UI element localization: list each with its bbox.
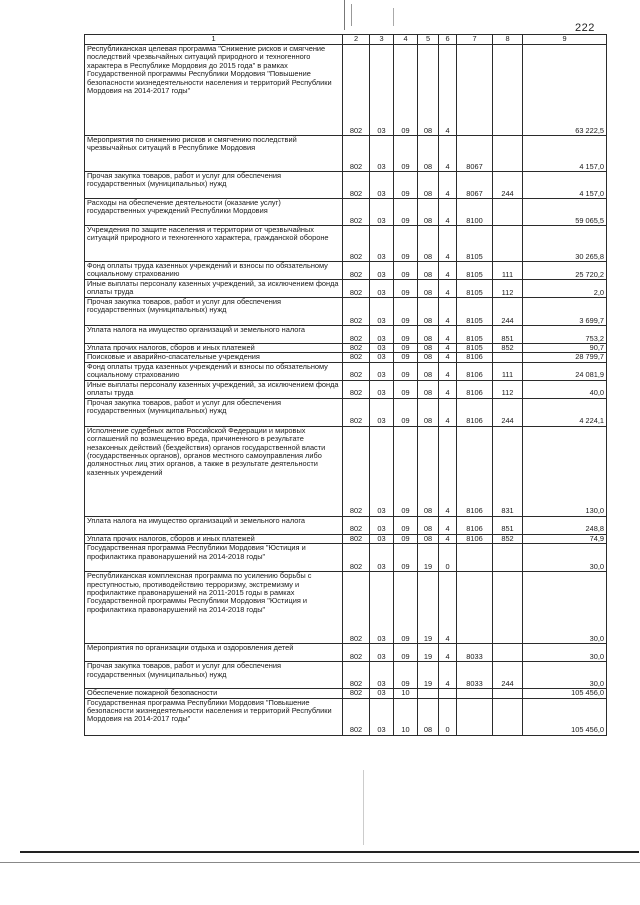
header-row	[85, 35, 607, 45]
row-code-c6: 4	[439, 426, 457, 516]
row-code-c6: 4	[439, 662, 457, 689]
row-code-c3: 03	[370, 644, 394, 662]
row-code-c8: 851	[493, 516, 523, 534]
row-amount-cell: 4 224,1	[523, 398, 607, 426]
row-code-c4: 09	[394, 45, 418, 136]
table-row	[85, 344, 607, 353]
row-code-c2: 802	[343, 534, 370, 543]
row-code-c6: 4	[439, 136, 457, 172]
table-row	[85, 280, 607, 298]
row-name-cell: Мероприятия по снижению рисков и смягчению последствий чрезвычайных ситуаций в Республике Мордовия	[85, 136, 343, 172]
row-code-c8: 244	[493, 298, 523, 326]
row-code-c6: 4	[439, 172, 457, 199]
row-name-cell: Государственная программа Республики Мордовия "Юстиция и профилактика правонарушений на 2014-2018 годы"	[85, 544, 343, 572]
row-code-c7: 8106	[457, 426, 493, 516]
row-code-c8: 111	[493, 262, 523, 280]
row-code-c4: 09	[394, 362, 418, 380]
row-code-c5: 08	[418, 172, 439, 199]
row-amount-cell: 30,0	[523, 572, 607, 644]
row-name-cell: Республиканская целевая программа "Снижение рисков и смягчение последствий чрезвычайных ситуаций природного и техногенного характера в Республике Мордовия до 2015 года" в рамках Государственной программы Республики Мордовия "Повышение безопасности жизнедеятельности населения и территорий Республики Мордовия на 2014-2017 годы"	[85, 45, 343, 136]
row-amount-cell: 130,0	[523, 426, 607, 516]
row-code-c5: 08	[418, 516, 439, 534]
row-code-c6: 4	[439, 362, 457, 380]
row-amount-cell: 63 222,5	[523, 45, 607, 136]
row-code-c2: 802	[343, 298, 370, 326]
row-code-c6	[439, 689, 457, 698]
row-code-c4: 09	[394, 426, 418, 516]
row-code-c8	[493, 689, 523, 698]
row-code-c8	[493, 644, 523, 662]
row-code-c2: 802	[343, 262, 370, 280]
row-code-c5: 19	[418, 662, 439, 689]
row-code-c8	[493, 544, 523, 572]
row-code-c2: 802	[343, 226, 370, 262]
row-code-c2: 802	[343, 362, 370, 380]
row-code-c6: 0	[439, 544, 457, 572]
scan-bottom-edge	[20, 851, 639, 853]
row-code-c8: 244	[493, 662, 523, 689]
row-code-c5: 19	[418, 572, 439, 644]
row-name-cell: Прочая закупка товаров, работ и услуг для обеспечения государственных (муниципальных) нужд	[85, 172, 343, 199]
page-number: 222	[575, 22, 595, 34]
row-code-c5: 08	[418, 698, 439, 735]
row-code-c7: 8106	[457, 362, 493, 380]
row-code-c7: 8106	[457, 380, 493, 398]
row-code-c2: 802	[343, 426, 370, 516]
scan-bottom-edge	[0, 862, 640, 863]
row-code-c5: 08	[418, 199, 439, 226]
row-name-cell: Республиканская комплексная программа по усилению борьбы с преступностью, противодействию терроризму, экстремизму и профилактике правонарушений на 2011-2015 годы в рамках Государственной программы Республики Мордовия "Юстиция и профилактика правонарушений на 2014-2018 годы"	[85, 572, 343, 644]
row-name-cell: Иные выплаты персоналу казенных учреждений, за исключением фонда оплаты труда	[85, 380, 343, 398]
row-code-c4: 09	[394, 280, 418, 298]
row-code-c3: 03	[370, 45, 394, 136]
row-name-cell: Уплата налога на имущество организаций и земельного налога	[85, 516, 343, 534]
row-code-c7	[457, 572, 493, 644]
row-code-c6: 4	[439, 353, 457, 362]
table-row	[85, 698, 607, 735]
budget-table	[84, 34, 607, 736]
row-code-c2: 802	[343, 353, 370, 362]
row-name-cell: Прочая закупка товаров, работ и услуг для обеспечения государственных (муниципальных) нужд	[85, 298, 343, 326]
row-code-c4: 10	[394, 698, 418, 735]
row-code-c5: 19	[418, 644, 439, 662]
row-name-cell: Исполнение судебных актов Российской Федерации и мировых соглашений по возмещению вреда, причиненного в результате незаконных действий (бездействия) органов государственной власти (государственных органов), органов местного самоуправления либо должностных лиц этих органов, а также в результате деятельности казенных учреждений	[85, 426, 343, 516]
row-code-c3: 03	[370, 136, 394, 172]
row-code-c7: 8105	[457, 226, 493, 262]
row-code-c7: 8105	[457, 326, 493, 344]
row-code-c8: 851	[493, 326, 523, 344]
row-code-c8	[493, 45, 523, 136]
row-name-cell: Уплата налога на имущество организаций и земельного налога	[85, 326, 343, 344]
table-row	[85, 662, 607, 689]
column-header-6: 6	[439, 35, 457, 45]
row-code-c7: 8106	[457, 398, 493, 426]
row-code-c3: 03	[370, 226, 394, 262]
row-code-c8: 244	[493, 398, 523, 426]
row-name-cell: Прочая закупка товаров, работ и услуг для обеспечения государственных (муниципальных) нужд	[85, 662, 343, 689]
row-code-c7: 8106	[457, 516, 493, 534]
row-code-c3: 03	[370, 572, 394, 644]
row-code-c2: 802	[343, 45, 370, 136]
row-code-c2: 802	[343, 516, 370, 534]
table-row	[85, 326, 607, 344]
row-code-c6: 4	[439, 226, 457, 262]
row-code-c3: 03	[370, 534, 394, 543]
row-code-c4: 09	[394, 298, 418, 326]
row-name-cell: Уплата прочих налогов, сборов и иных платежей	[85, 344, 343, 353]
row-code-c4: 09	[394, 136, 418, 172]
table-row	[85, 544, 607, 572]
row-code-c3: 03	[370, 698, 394, 735]
row-code-c4: 09	[394, 544, 418, 572]
row-code-c4: 09	[394, 326, 418, 344]
column-header-1: 1	[85, 35, 343, 45]
row-code-c6: 4	[439, 326, 457, 344]
row-code-c4: 09	[394, 644, 418, 662]
row-code-c5: 08	[418, 344, 439, 353]
row-code-c3: 03	[370, 172, 394, 199]
row-code-c7	[457, 689, 493, 698]
row-code-c2: 802	[343, 380, 370, 398]
row-code-c6: 4	[439, 534, 457, 543]
row-code-c4: 09	[394, 172, 418, 199]
column-header-3: 3	[370, 35, 394, 45]
row-code-c4: 09	[394, 572, 418, 644]
row-code-c8	[493, 572, 523, 644]
row-name-cell: Фонд оплаты труда казенных учреждений и взносы по обязательному социальному страхованию	[85, 362, 343, 380]
row-code-c2: 802	[343, 662, 370, 689]
row-code-c5: 08	[418, 226, 439, 262]
row-name-cell: Расходы на обеспечение деятельности (оказание услуг) государственных учреждений Республики Мордовия	[85, 199, 343, 226]
row-amount-cell: 2,0	[523, 280, 607, 298]
table-row	[85, 362, 607, 380]
row-code-c2: 802	[343, 280, 370, 298]
row-amount-cell: 59 065,5	[523, 199, 607, 226]
row-code-c6: 4	[439, 262, 457, 280]
row-code-c5: 08	[418, 262, 439, 280]
row-code-c5: 08	[418, 45, 439, 136]
row-code-c5: 08	[418, 534, 439, 543]
row-amount-cell: 105 456,0	[523, 698, 607, 735]
row-code-c3: 03	[370, 362, 394, 380]
row-code-c7: 8106	[457, 534, 493, 543]
row-amount-cell: 4 157,0	[523, 136, 607, 172]
scan-artifact-line	[363, 770, 364, 845]
table-body	[85, 45, 607, 736]
row-code-c3: 03	[370, 398, 394, 426]
row-code-c3: 03	[370, 280, 394, 298]
row-code-c8	[493, 226, 523, 262]
row-code-c3: 03	[370, 689, 394, 698]
row-code-c2: 802	[343, 398, 370, 426]
table-row	[85, 262, 607, 280]
row-code-c7: 8105	[457, 298, 493, 326]
column-header-2: 2	[343, 35, 370, 45]
table-row	[85, 380, 607, 398]
row-code-c5: 08	[418, 298, 439, 326]
row-code-c4: 09	[394, 380, 418, 398]
row-code-c4: 09	[394, 516, 418, 534]
row-code-c8: 831	[493, 426, 523, 516]
row-code-c6: 4	[439, 298, 457, 326]
row-code-c3: 03	[370, 662, 394, 689]
row-code-c6: 4	[439, 380, 457, 398]
column-header-4: 4	[394, 35, 418, 45]
row-code-c7: 8105	[457, 344, 493, 353]
row-code-c7	[457, 544, 493, 572]
column-header-5: 5	[418, 35, 439, 45]
row-code-c4: 09	[394, 534, 418, 543]
row-amount-cell: 24 081,9	[523, 362, 607, 380]
row-code-c8: 112	[493, 380, 523, 398]
row-code-c8	[493, 353, 523, 362]
row-name-cell: Уплата прочих налогов, сборов и иных платежей	[85, 534, 343, 543]
row-code-c8: 852	[493, 534, 523, 543]
row-code-c4: 09	[394, 398, 418, 426]
row-code-c5: 08	[418, 380, 439, 398]
scan-artifact-line	[351, 4, 352, 26]
row-code-c4: 09	[394, 262, 418, 280]
row-code-c6: 4	[439, 344, 457, 353]
row-amount-cell: 4 157,0	[523, 172, 607, 199]
column-header-9: 9	[523, 35, 607, 45]
row-amount-cell: 30,0	[523, 644, 607, 662]
row-name-cell: Прочая закупка товаров, работ и услуг для обеспечения государственных (муниципальных) нужд	[85, 398, 343, 426]
row-code-c3: 03	[370, 199, 394, 226]
row-amount-cell: 248,8	[523, 516, 607, 534]
table-row	[85, 426, 607, 516]
row-code-c6: 4	[439, 572, 457, 644]
column-header-8: 8	[493, 35, 523, 45]
row-code-c7: 8067	[457, 136, 493, 172]
row-code-c8: 111	[493, 362, 523, 380]
row-code-c6: 4	[439, 516, 457, 534]
table-row	[85, 199, 607, 226]
row-code-c8	[493, 136, 523, 172]
row-code-c2: 802	[343, 344, 370, 353]
table-row	[85, 644, 607, 662]
row-code-c8: 244	[493, 172, 523, 199]
row-code-c3: 03	[370, 380, 394, 398]
row-code-c5: 19	[418, 544, 439, 572]
row-code-c2: 802	[343, 698, 370, 735]
row-code-c2: 802	[343, 644, 370, 662]
row-code-c4: 09	[394, 199, 418, 226]
row-code-c7: 8105	[457, 262, 493, 280]
row-code-c8: 852	[493, 344, 523, 353]
scan-artifact-line	[393, 8, 394, 26]
table-row	[85, 45, 607, 136]
table-row	[85, 572, 607, 644]
row-code-c7: 8105	[457, 280, 493, 298]
row-code-c4: 09	[394, 662, 418, 689]
row-code-c7: 8106	[457, 353, 493, 362]
row-code-c5: 08	[418, 353, 439, 362]
row-code-c6: 4	[439, 398, 457, 426]
row-code-c5: 08	[418, 136, 439, 172]
row-code-c7	[457, 45, 493, 136]
row-amount-cell: 3 699,7	[523, 298, 607, 326]
row-code-c3: 03	[370, 516, 394, 534]
row-code-c4: 09	[394, 226, 418, 262]
row-name-cell: Обеспечение пожарной безопасности	[85, 689, 343, 698]
row-name-cell: Мероприятия по организации отдыха и оздоровления детей	[85, 644, 343, 662]
row-code-c7	[457, 698, 493, 735]
row-name-cell: Иные выплаты персоналу казенных учреждений, за исключением фонда оплаты труда	[85, 280, 343, 298]
row-code-c8: 112	[493, 280, 523, 298]
row-code-c3: 03	[370, 326, 394, 344]
row-amount-cell: 30,0	[523, 662, 607, 689]
row-code-c2: 802	[343, 689, 370, 698]
row-code-c4: 09	[394, 353, 418, 362]
row-name-cell: Фонд оплаты труда казенных учреждений и взносы по обязательному социальному страхованию	[85, 262, 343, 280]
row-code-c5: 08	[418, 426, 439, 516]
row-code-c2: 802	[343, 544, 370, 572]
table-row	[85, 689, 607, 698]
row-code-c5: 08	[418, 362, 439, 380]
table-row	[85, 298, 607, 326]
row-amount-cell: 105 456,0	[523, 689, 607, 698]
row-amount-cell: 40,0	[523, 380, 607, 398]
row-amount-cell: 25 720,2	[523, 262, 607, 280]
row-code-c3: 03	[370, 262, 394, 280]
row-code-c2: 802	[343, 136, 370, 172]
row-code-c6: 4	[439, 644, 457, 662]
row-code-c7: 8067	[457, 172, 493, 199]
row-code-c2: 802	[343, 172, 370, 199]
table-row	[85, 226, 607, 262]
column-header-7: 7	[457, 35, 493, 45]
row-amount-cell: 90,7	[523, 344, 607, 353]
row-amount-cell: 74,9	[523, 534, 607, 543]
row-code-c5: 08	[418, 326, 439, 344]
row-code-c5	[418, 689, 439, 698]
table-row	[85, 353, 607, 362]
row-code-c7: 8033	[457, 644, 493, 662]
row-code-c3: 03	[370, 544, 394, 572]
row-code-c2: 802	[343, 572, 370, 644]
row-code-c6: 4	[439, 199, 457, 226]
table-row	[85, 534, 607, 543]
row-amount-cell: 28 799,7	[523, 353, 607, 362]
row-code-c8	[493, 698, 523, 735]
row-amount-cell: 30,0	[523, 544, 607, 572]
row-amount-cell: 30 265,8	[523, 226, 607, 262]
table-row	[85, 172, 607, 199]
row-code-c4: 09	[394, 344, 418, 353]
row-code-c8	[493, 199, 523, 226]
row-amount-cell: 753,2	[523, 326, 607, 344]
row-name-cell: Учреждения по защите населения и территории от чрезвычайных ситуаций природного и техногенного характера, гражданской обороне	[85, 226, 343, 262]
row-code-c3: 03	[370, 426, 394, 516]
row-code-c7: 8033	[457, 662, 493, 689]
table-row	[85, 136, 607, 172]
row-code-c6: 0	[439, 698, 457, 735]
row-code-c3: 03	[370, 298, 394, 326]
row-name-cell: Поисковые и аварийно-спасательные учреждения	[85, 353, 343, 362]
row-code-c3: 03	[370, 344, 394, 353]
row-code-c4: 10	[394, 689, 418, 698]
row-name-cell: Государственная программа Республики Мордовия "Повышение безопасности жизнедеятельности населения и территорий Республики Мордовия на 2014-2017 годы"	[85, 698, 343, 735]
row-code-c5: 08	[418, 280, 439, 298]
row-code-c6: 4	[439, 280, 457, 298]
table-row	[85, 516, 607, 534]
row-code-c2: 802	[343, 326, 370, 344]
row-code-c6: 4	[439, 45, 457, 136]
row-code-c7: 8100	[457, 199, 493, 226]
row-code-c5: 08	[418, 398, 439, 426]
scan-artifact-line	[344, 0, 345, 30]
table-row	[85, 398, 607, 426]
row-code-c3: 03	[370, 353, 394, 362]
row-code-c2: 802	[343, 199, 370, 226]
